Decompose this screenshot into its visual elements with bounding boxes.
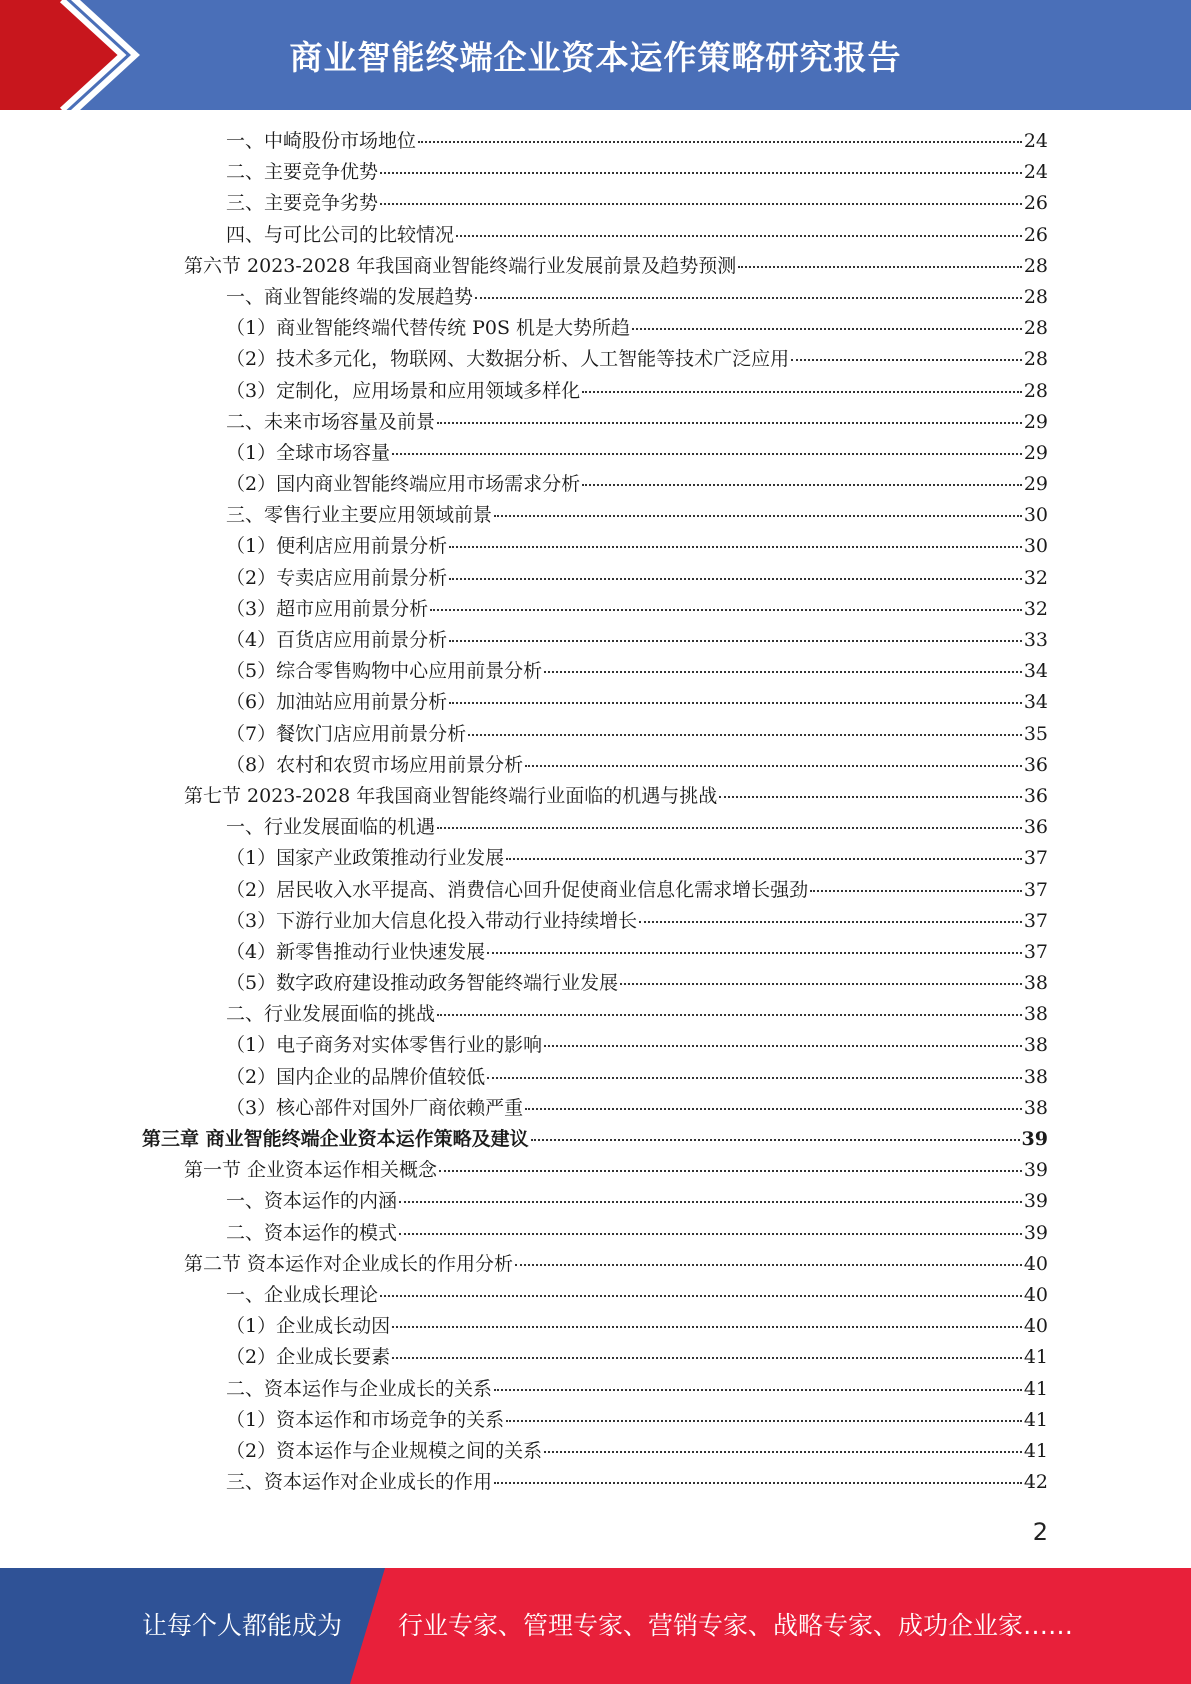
toc-entry[interactable] xyxy=(0,594,1191,625)
toc-dot-leader xyxy=(380,1294,1022,1297)
toc-entry[interactable] xyxy=(0,781,1191,812)
toc-entry[interactable] xyxy=(0,843,1191,874)
toc-entry-text: （2）居民收入水平提高、消费信心回升促使商业信息化需求增长强劲 xyxy=(226,878,809,901)
toc-dot-leader xyxy=(418,140,1022,143)
toc-entry-text: （1）国家产业政策推动行业发展 xyxy=(226,847,505,870)
table-of-contents xyxy=(0,126,1191,1498)
toc-entry[interactable] xyxy=(0,282,1191,313)
toc-dot-leader xyxy=(632,327,1022,330)
toc-entry-text: （5）综合零售购物中心应用前景分析 xyxy=(226,660,543,683)
footer-banner xyxy=(0,1568,1191,1684)
toc-entry-page: 28 xyxy=(1023,317,1048,340)
toc-dot-leader xyxy=(392,1325,1022,1328)
toc-dot-leader xyxy=(525,764,1022,767)
toc-entry-text: （2）企业成长要素 xyxy=(226,1346,391,1369)
toc-dot-leader xyxy=(738,265,1022,268)
toc-entry[interactable] xyxy=(0,1374,1191,1405)
report-title: 商业智能终端企业资本运作策略研究报告 xyxy=(289,37,902,77)
toc-entry-text: （2）国内商业智能终端应用市场需求分析 xyxy=(226,473,581,496)
toc-entry[interactable] xyxy=(0,1280,1191,1311)
toc-entry-page: 29 xyxy=(1023,410,1048,433)
toc-entry[interactable] xyxy=(0,1311,1191,1342)
toc-entry-text: 三、主要竞争劣势 xyxy=(226,192,379,215)
toc-entry[interactable] xyxy=(0,656,1191,687)
report-header xyxy=(0,0,1191,110)
toc-dot-leader xyxy=(639,920,1022,923)
toc-entry[interactable] xyxy=(0,1249,1191,1280)
toc-entry-text: （6）加油站应用前景分析 xyxy=(226,691,448,714)
toc-entry-text: 第三章 商业智能终端企业资本运作策略及建议 xyxy=(142,1128,529,1150)
toc-entry-page: 37 xyxy=(1023,878,1048,901)
toc-entry-text: 第七节 2023-2028 年我国商业智能终端行业面临的机遇与挑战 xyxy=(184,784,718,807)
toc-entry[interactable] xyxy=(0,719,1191,750)
toc-entry-text: （1）便利店应用前景分析 xyxy=(226,535,448,558)
toc-dot-leader xyxy=(719,795,1022,798)
toc-dot-leader xyxy=(494,1388,1022,1391)
toc-entry[interactable] xyxy=(0,1124,1191,1155)
toc-entry[interactable] xyxy=(0,937,1191,968)
toc-dot-leader xyxy=(392,452,1022,455)
toc-entry-page: 29 xyxy=(1023,473,1048,496)
toc-entry-text: （8）农村和农贸市场应用前景分析 xyxy=(226,753,524,776)
toc-entry-text: （5）数字政府建设推动政务智能终端行业发展 xyxy=(226,972,619,995)
toc-dot-leader xyxy=(380,202,1022,205)
toc-entry-page: 24 xyxy=(1023,161,1048,184)
toc-entry-text: 二、主要竞争优势 xyxy=(226,161,379,184)
toc-entry-page: 41 xyxy=(1023,1377,1048,1400)
toc-dot-leader xyxy=(791,358,1022,361)
toc-entry-text: 四、与可比公司的比较情况 xyxy=(226,223,455,246)
toc-dot-leader xyxy=(515,1263,1022,1266)
toc-entry-text: （2）国内企业的品牌价值较低 xyxy=(226,1065,486,1088)
toc-entry-text: 二、资本运作的模式 xyxy=(226,1221,398,1244)
toc-entry-text: （1）全球市场容量 xyxy=(226,441,391,464)
toc-entry[interactable] xyxy=(0,220,1191,251)
toc-entry[interactable] xyxy=(0,500,1191,531)
toc-entry-page: 39 xyxy=(1023,1221,1048,1244)
toc-entry-page: 41 xyxy=(1023,1439,1048,1462)
toc-entry-page: 39 xyxy=(1023,1190,1048,1213)
toc-dot-leader xyxy=(430,608,1022,611)
toc-dot-leader xyxy=(437,421,1022,424)
toc-entry-page: 28 xyxy=(1023,379,1048,402)
toc-entry-text: 三、零售行业主要应用领域前景 xyxy=(226,504,493,527)
toc-entry[interactable] xyxy=(0,157,1191,188)
toc-entry-page: 34 xyxy=(1023,660,1048,683)
toc-entry[interactable] xyxy=(0,344,1191,375)
toc-entry-page: 41 xyxy=(1023,1408,1048,1431)
toc-entry-page: 32 xyxy=(1023,597,1048,620)
toc-dot-leader xyxy=(544,1450,1022,1453)
toc-entry-text: 二、未来市场容量及前景 xyxy=(226,410,436,433)
toc-entry-page: 40 xyxy=(1023,1252,1048,1275)
toc-dot-leader xyxy=(494,514,1022,517)
toc-entry[interactable] xyxy=(0,188,1191,219)
toc-dot-leader xyxy=(620,982,1022,985)
toc-entry-page: 36 xyxy=(1023,753,1048,776)
toc-entry-page: 36 xyxy=(1023,784,1048,807)
toc-dot-leader xyxy=(582,390,1022,393)
toc-dot-leader xyxy=(380,171,1022,174)
footer-slogan-left: 让每个人都能成为 xyxy=(142,1611,343,1640)
toc-entry-text: （1）企业成长动因 xyxy=(226,1315,391,1338)
toc-dot-leader xyxy=(449,639,1022,642)
toc-entry[interactable] xyxy=(0,812,1191,843)
toc-dot-leader xyxy=(399,1232,1022,1235)
toc-entry[interactable] xyxy=(0,563,1191,594)
toc-entry[interactable] xyxy=(0,906,1191,937)
toc-entry-page: 36 xyxy=(1023,816,1048,839)
page-number: 2 xyxy=(1032,1518,1048,1546)
toc-entry-page: 39 xyxy=(1023,1159,1048,1182)
toc-entry[interactable] xyxy=(0,999,1191,1030)
toc-entry-page: 37 xyxy=(1023,847,1048,870)
toc-entry-page: 30 xyxy=(1023,504,1048,527)
toc-entry-text: 第一节 企业资本运作相关概念 xyxy=(184,1159,438,1182)
toc-dot-leader xyxy=(531,1138,1020,1141)
toc-entry[interactable] xyxy=(0,1467,1191,1498)
toc-entry-text: （1）商业智能终端代替传统 P0S 机是大势所趋 xyxy=(226,317,631,340)
toc-dot-leader xyxy=(582,483,1022,486)
toc-dot-leader xyxy=(506,857,1022,860)
toc-entry[interactable] xyxy=(0,313,1191,344)
toc-entry-text: 一、行业发展面临的机遇 xyxy=(226,816,436,839)
toc-entry[interactable] xyxy=(0,1436,1191,1467)
toc-entry-text: （2）资本运作与企业规模之间的关系 xyxy=(226,1439,543,1462)
toc-entry-text: （3）超市应用前景分析 xyxy=(226,597,429,620)
toc-dot-leader xyxy=(810,889,1022,892)
toc-entry-page: 28 xyxy=(1023,285,1048,308)
toc-dot-leader xyxy=(468,733,1022,736)
toc-entry[interactable] xyxy=(0,875,1191,906)
toc-entry-text: 二、行业发展面临的挑战 xyxy=(226,1003,436,1026)
toc-entry-page: 26 xyxy=(1023,223,1048,246)
toc-dot-leader xyxy=(449,545,1022,548)
toc-entry-text: 一、中崎股份市场地位 xyxy=(226,130,417,152)
toc-entry-text: （3）下游行业加大信息化投入带动行业持续增长 xyxy=(226,909,638,932)
toc-entry-page: 28 xyxy=(1023,348,1048,371)
toc-entry[interactable] xyxy=(0,968,1191,999)
toc-entry-page: 38 xyxy=(1023,972,1048,995)
toc-entry[interactable] xyxy=(0,1342,1191,1373)
toc-entry-text: （2）专卖店应用前景分析 xyxy=(226,566,448,589)
toc-entry-page: 37 xyxy=(1023,940,1048,963)
toc-entry-page: 38 xyxy=(1023,1065,1048,1088)
toc-entry[interactable] xyxy=(0,376,1191,407)
toc-entry[interactable] xyxy=(0,625,1191,656)
toc-entry-text: 一、企业成长理论 xyxy=(226,1283,379,1306)
toc-entry[interactable] xyxy=(0,407,1191,438)
toc-entry[interactable] xyxy=(0,438,1191,469)
toc-entry[interactable] xyxy=(0,687,1191,718)
toc-entry-text: （3）定制化，应用场景和应用领域多样化 xyxy=(226,379,581,402)
toc-dot-leader xyxy=(392,1356,1022,1359)
toc-dot-leader xyxy=(544,1044,1022,1047)
toc-entry-page: 24 xyxy=(1023,130,1048,152)
toc-entry[interactable] xyxy=(0,1218,1191,1249)
toc-entry[interactable] xyxy=(0,469,1191,500)
toc-entry-page: 32 xyxy=(1023,566,1048,589)
toc-entry-page: 30 xyxy=(1023,535,1048,558)
toc-entry[interactable] xyxy=(0,531,1191,562)
toc-dot-leader xyxy=(449,701,1022,704)
toc-entry-page: 40 xyxy=(1023,1315,1048,1338)
toc-entry-text: （3）核心部件对国外厂商依赖严重 xyxy=(226,1096,524,1119)
toc-entry-text: （1）电子商务对实体零售行业的影响 xyxy=(226,1034,543,1057)
toc-entry-page: 41 xyxy=(1023,1346,1048,1369)
toc-entry-page: 38 xyxy=(1023,1034,1048,1057)
toc-dot-leader xyxy=(525,1107,1022,1110)
toc-entry[interactable] xyxy=(0,1155,1191,1186)
toc-entry[interactable] xyxy=(0,1405,1191,1436)
toc-entry[interactable] xyxy=(0,126,1191,157)
footer-slogan-right: 行业专家、管理专家、营销专家、战略专家、成功企业家…… xyxy=(398,1611,1074,1640)
toc-entry-text: （7）餐饮门店应用前景分析 xyxy=(226,722,467,745)
toc-dot-leader xyxy=(487,951,1022,954)
toc-entry-text: 一、资本运作的内涵 xyxy=(226,1190,398,1213)
toc-dot-leader xyxy=(456,234,1022,237)
toc-dot-leader xyxy=(439,1169,1022,1172)
toc-entry-page: 38 xyxy=(1023,1003,1048,1026)
toc-entry-page: 38 xyxy=(1023,1096,1048,1119)
toc-dot-leader xyxy=(544,670,1022,673)
toc-entry-page: 34 xyxy=(1023,691,1048,714)
toc-dot-leader xyxy=(449,577,1022,580)
toc-dot-leader xyxy=(475,296,1022,299)
toc-entry-text: （2）技术多元化，物联网、大数据分析、人工智能等技术广泛应用 xyxy=(226,348,790,371)
toc-entry-text: 第二节 资本运作对企业成长的作用分析 xyxy=(184,1252,514,1275)
toc-entry-page: 33 xyxy=(1023,629,1048,651)
toc-entry-text: （4）新零售推动行业快速发展 xyxy=(226,940,486,963)
toc-entry[interactable] xyxy=(0,1093,1191,1124)
toc-entry-text: （1）资本运作和市场竞争的关系 xyxy=(226,1408,505,1431)
toc-dot-leader xyxy=(437,1013,1022,1016)
toc-entry-page: 39 xyxy=(1021,1128,1048,1150)
toc-entry-page: 29 xyxy=(1023,441,1048,464)
toc-dot-leader xyxy=(399,1200,1022,1203)
toc-entry-page: 26 xyxy=(1023,192,1048,215)
toc-dot-leader xyxy=(487,1076,1022,1079)
toc-entry-page: 40 xyxy=(1023,1283,1048,1306)
toc-entry[interactable] xyxy=(0,1062,1191,1093)
toc-entry-page: 42 xyxy=(1023,1471,1048,1494)
toc-entry-text: 三、资本运作对企业成长的作用 xyxy=(226,1471,493,1494)
toc-entry-text: 二、资本运作与企业成长的关系 xyxy=(226,1377,493,1400)
toc-entry-page: 28 xyxy=(1023,254,1048,277)
red-chevron-icon xyxy=(0,0,150,110)
toc-entry-page: 35 xyxy=(1023,722,1048,745)
toc-entry-page: 37 xyxy=(1023,909,1048,932)
toc-entry-text: 第六节 2023-2028 年我国商业智能终端行业发展前景及趋势预测 xyxy=(184,254,737,277)
toc-dot-leader xyxy=(437,826,1022,829)
toc-entry[interactable] xyxy=(0,750,1191,781)
toc-dot-leader xyxy=(494,1481,1022,1484)
toc-entry[interactable] xyxy=(0,1186,1191,1217)
toc-entry-text: （4）百货店应用前景分析 xyxy=(226,629,448,651)
toc-entry[interactable] xyxy=(0,251,1191,282)
toc-dot-leader xyxy=(506,1419,1022,1422)
toc-entry-text: 一、商业智能终端的发展趋势 xyxy=(226,285,474,308)
toc-entry[interactable] xyxy=(0,1030,1191,1061)
